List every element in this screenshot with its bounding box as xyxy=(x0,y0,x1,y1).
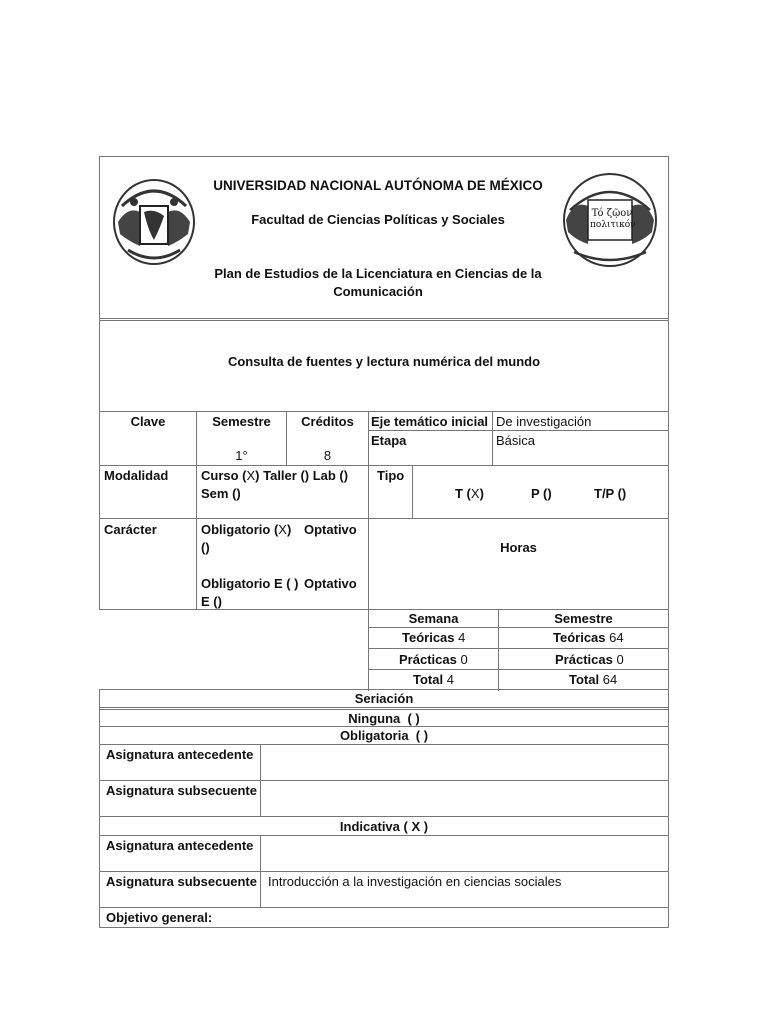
creditos-value: 8 xyxy=(323,448,332,463)
semestre-header: Semestre xyxy=(554,611,613,626)
ind-antecedente-label: Asignatura antecedente xyxy=(106,838,254,853)
obl-antecedente-label: Asignatura antecedente xyxy=(106,747,254,762)
semana-header: Semana xyxy=(408,611,459,626)
clave-label: Clave xyxy=(130,414,166,429)
course-title: Consulta de fuentes y lectura numérica del mundo xyxy=(227,354,541,369)
modalidad-sem: Sem () xyxy=(201,486,241,501)
modalidad-label: Modalidad xyxy=(104,468,169,483)
seriacion-obligatoria: Obligatoria ( ) xyxy=(339,728,429,743)
semana-practicas: Prácticas 0 xyxy=(399,652,468,667)
etapa-label: Etapa xyxy=(371,433,407,448)
seal-motto-2: πολιτικόν xyxy=(590,220,636,230)
semestre-label: Semestre xyxy=(212,414,271,429)
obl-subsecuente-label: Asignatura subsecuente xyxy=(106,783,257,798)
ind-subsecuente-value: Introducción a la investigación en ciencias sociales xyxy=(268,874,562,889)
caracter-obligatorio-e: Obligatorio E ( ) xyxy=(201,576,299,591)
tipo-teorico: T (X) xyxy=(455,486,484,501)
tipo-teorico-practico: T/P () xyxy=(594,486,627,501)
creditos-label: Créditos xyxy=(301,414,354,429)
ind-subsecuente-label: Asignatura subsecuente xyxy=(106,874,257,889)
caracter-optativo-e-paren: E () xyxy=(201,594,222,609)
tipo-label: Tipo xyxy=(377,468,405,483)
plan-line-2: Comunicación xyxy=(333,284,423,299)
caracter-label: Carácter xyxy=(104,522,157,537)
faculty-name: Facultad de Ciencias Políticas y Sociales xyxy=(251,212,505,227)
semana-teoricas: Teóricas 4 xyxy=(402,630,466,645)
unam-seal-left xyxy=(108,176,200,268)
modalidad-options: Curso (X) Taller () Lab () xyxy=(201,468,349,483)
plan-line-1: Plan de Estudios de la Licenciatura en Ciencias de la xyxy=(214,266,542,281)
caracter-optativo-paren: () xyxy=(201,540,210,555)
seriacion-title: Seriación xyxy=(354,691,414,706)
caracter-obligatorio: Obligatorio (X) xyxy=(201,522,292,537)
eje-value: De investigación xyxy=(496,414,592,429)
horas-label: Horas xyxy=(500,540,537,555)
eje-label: Eje temático inicial xyxy=(371,414,489,429)
university-name: UNIVERSIDAD NACIONAL AUTÓNOMA DE MÉXICO xyxy=(213,178,543,193)
caracter-optativo: Optativo xyxy=(304,522,357,537)
seriacion-ninguna: Ninguna ( ) xyxy=(348,711,420,726)
semestre-total: Total 64 xyxy=(569,672,618,687)
caracter-optativo-e: Optativo xyxy=(304,576,357,591)
seal-motto-1: Tó ζῷον xyxy=(591,208,633,219)
semestre-teoricas: Teóricas 64 xyxy=(553,630,624,645)
semestre-practicas: Prácticas 0 xyxy=(555,652,624,667)
objetivo-general-label: Objetivo general: xyxy=(106,910,213,925)
tipo-practico: P () xyxy=(531,486,552,501)
seriacion-indicativa: Indicativa ( X ) xyxy=(339,819,429,834)
etapa-value: Básica xyxy=(496,433,536,448)
semestre-value: 1° xyxy=(235,448,248,463)
semana-total: Total 4 xyxy=(413,672,454,687)
